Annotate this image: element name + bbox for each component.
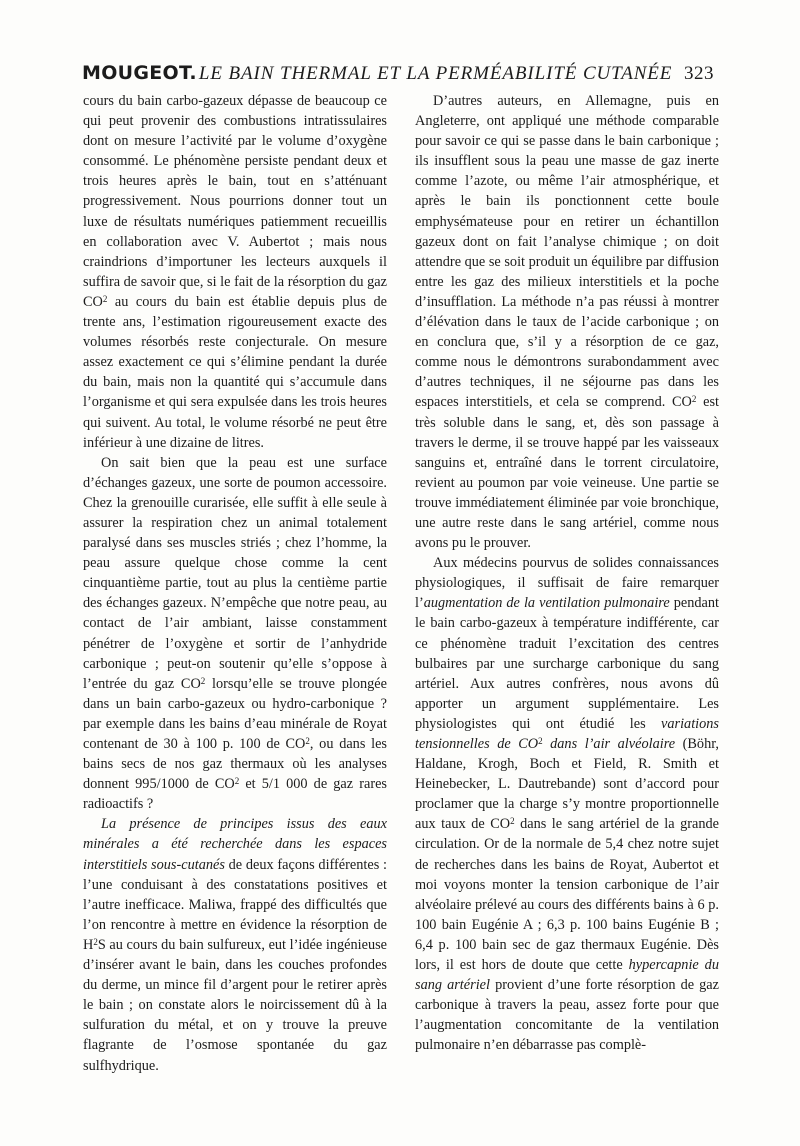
text-run: lorsqu’elle se trouve plongée dans un bain carbo-gazeux ou hydro-carbonique ? par exemple dans les bains d’eau minérale de Royat contenant de 30 à 100 p. 100 de CO xyxy=(83,675,387,752)
superscript: 2 xyxy=(200,675,206,686)
text-run: dans le sang artériel de la grande circulation. Or de la normale de 5,4 chez notre sujet de recherches dans les bains de Royat, Aubertot et moi voyons monter la tension carbonique de l’air alvéolaire prélevé au cours des différents bains à 6 p. 100 bain Eugénie A ; 6,3 p. 100 bains Eugénie B ; 6,4 p. 100 bain sec de gaz thermaux Eugénie. Dès lors, il est hors de doute que cette xyxy=(415,816,719,974)
superscript: 2 xyxy=(234,776,240,787)
superscript: 2 xyxy=(93,936,98,947)
running-title: LE BAIN THERMAL ET LA PERMÉABILITÉ CUTANÉE xyxy=(198,63,673,84)
page-number: 323 xyxy=(684,63,714,84)
text-run: Aux médecins pourvus de solides connaissances physiologiques, il suffisait de faire remarquer l’ xyxy=(415,555,719,612)
paragraph xyxy=(415,553,719,1055)
paragraph xyxy=(83,453,387,815)
italic-text: dans l’air alvéolaire xyxy=(542,736,676,752)
italic-text: hypercapnie du sang artériel xyxy=(415,957,719,994)
text-run: provient d’une forte résorption de gaz carbonique à travers la peau, assez forte pour que l’augmentation concomitante de la ventilation pulmonaire n’en débarrasse pas complè- xyxy=(415,977,719,1054)
text-run: est très soluble dans le sang, et, dès son passage à travers le derme, il se trouve happé par les vaisseaux sanguins et, entraîné dans le torrent circulatoire, revient au poumon par voie veineuse. Une partie se trouve immédiatement éliminée par voie bronchique, une autre reste dans le sang artériel, comme nous avons pu le prouver. xyxy=(415,394,719,552)
text-run: au cours du bain est établie depuis plus de trente ans, l’estimation rigoureusement exacte des volumes résorbés reste conjecturale. On mesure assez exactement ce qui s’élimine pendant la durée du bain, mais non la quantité qui s’accumule dans l’organisme et qui sera expulsée dans les trois heures qui suivent. Au total, le volume résorbé ne peut être inférieur à une dizaine de litres. xyxy=(83,293,387,451)
text-run: et 5/1 000 de gaz rares radioactifs ? xyxy=(83,776,387,813)
italic-text: augmentation de la ventilation pulmonaire xyxy=(423,595,670,612)
superscript: 2 xyxy=(510,816,515,827)
text-run: pendant le bain carbo-gazeux à température indifférente, car ce phénomène traduit l’excitation des centres bulbaires par une surcharge carbonique du sang artériel. Aux autres confrères, nous avons dû apporter un argument supplémentaire. Les physiologistes qui ont étudié les xyxy=(415,595,719,732)
superscript: 2 xyxy=(102,293,108,304)
left-column xyxy=(83,91,387,1076)
text-run: S au cours du bain sulfureux, eut l’idée ingénieuse d’insérer avant le bain, dans les couches profondes du derme, un mince fil d’argent pour le retirer après le bain ; on constate alors le noircissement dû à la sulfuration du métal, et on y trouve la preuve flagrante de l’osmose spontanée du gaz sulfhydrique. xyxy=(83,936,387,1074)
superscript: 2 xyxy=(691,394,697,405)
paragraph xyxy=(415,91,719,553)
superscript: 2 xyxy=(538,736,543,746)
paragraph xyxy=(83,814,387,1075)
text-run: de deux façons différentes : l’une conduisant à des constatations positives et l’autre inefficace. Maliwa, frappé des difficultés que l’on rencontre à mettre en évidence la résorption de H xyxy=(83,856,387,953)
italic-text: variations tensionnelles de CO xyxy=(415,715,719,752)
author-name: MOUGEOT. xyxy=(82,62,197,84)
text-run: (Böhr, Haldane, Krogh, Boch et Field, R. Smith et Heinebecker, L. Dautrebande) sont d’accord pour proclamer que la charge s’y montre proportionnelle aux taux de CO xyxy=(415,736,719,833)
right-column xyxy=(415,91,719,1056)
text-run: , ou dans les bains secs de nos gaz thermaux où les analyses donnent 995/1000 de CO xyxy=(83,736,387,793)
text-run: On sait bien que la peau est une surface d’échanges gazeux, une sorte de poumon accessoire. Chez la grenouille curarisée, elle suffit à elle seule à assurer la respiration chez un animal totalement paralysé dans ses muscles striés ; chez l’homme, la peau assure quelque chose comme la cent cinquantième partie, tout au plus la centième partie des échanges gazeux. N’empêche que notre peau, au contact de l’air ambiant, laisse constamment pénétrer de l’oxygène et sortir de l’anhydride carbonique ; peut-on soutenir qu’elle s’oppose à l’entrée du gaz CO xyxy=(83,454,387,692)
superscript: 2 xyxy=(305,736,310,746)
text-run: D’autres auteurs, en Allemagne, puis en Angleterre, ont appliqué une méthode comparable pour savoir ce qui se passe dans le bain carbonique ; ils insufflent sous la peau une masse de gaz inerte comme l’azote, ou même l’air atmosphérique, et après le bain ils ponctionnent cette boule emphysémateuse pour en retirer un échantillon gazeux dont on fait l’analyse chimique ; on doit attendre que se soit produit un équilibre par diffusion entre les gaz des milieux interstitiels et la poche d’insufflation. La méthode n’a pas réussi à montrer d’élévation dans le taux de l’acide carbonique ; on en conclura que, s’il y a résorption de ce gaz, comme nous le démontrons surabondamment avec d’autres techniques, il ne séjourne pas dans les espaces interstitiels, et cela se comprend. CO xyxy=(415,93,719,411)
text-run: cours du bain carbo-gazeux dépasse de beaucoup ce qui peut provenir des combustions intratissulaires dont on mesure l’activité par le volume d’oxygène consommé. Le phénomène persiste pendant deux et trois heures après le bain, tout en s’atténuant progressivement. Nous pourrions donner tout un luxe de résultats numériques patiemment recueillis en collaboration avec V. Aubertot ; mais nous craindrions d’importuner les lecteurs auxquels il suffira de savoir que, si le fait de la résorption du gaz CO xyxy=(83,93,387,310)
paragraph xyxy=(83,91,387,453)
running-header xyxy=(82,62,714,88)
italic-text: La présence de principes issus des eaux minérales a été recherchée dans les espaces interstitiels sous-cutanés xyxy=(83,816,387,873)
